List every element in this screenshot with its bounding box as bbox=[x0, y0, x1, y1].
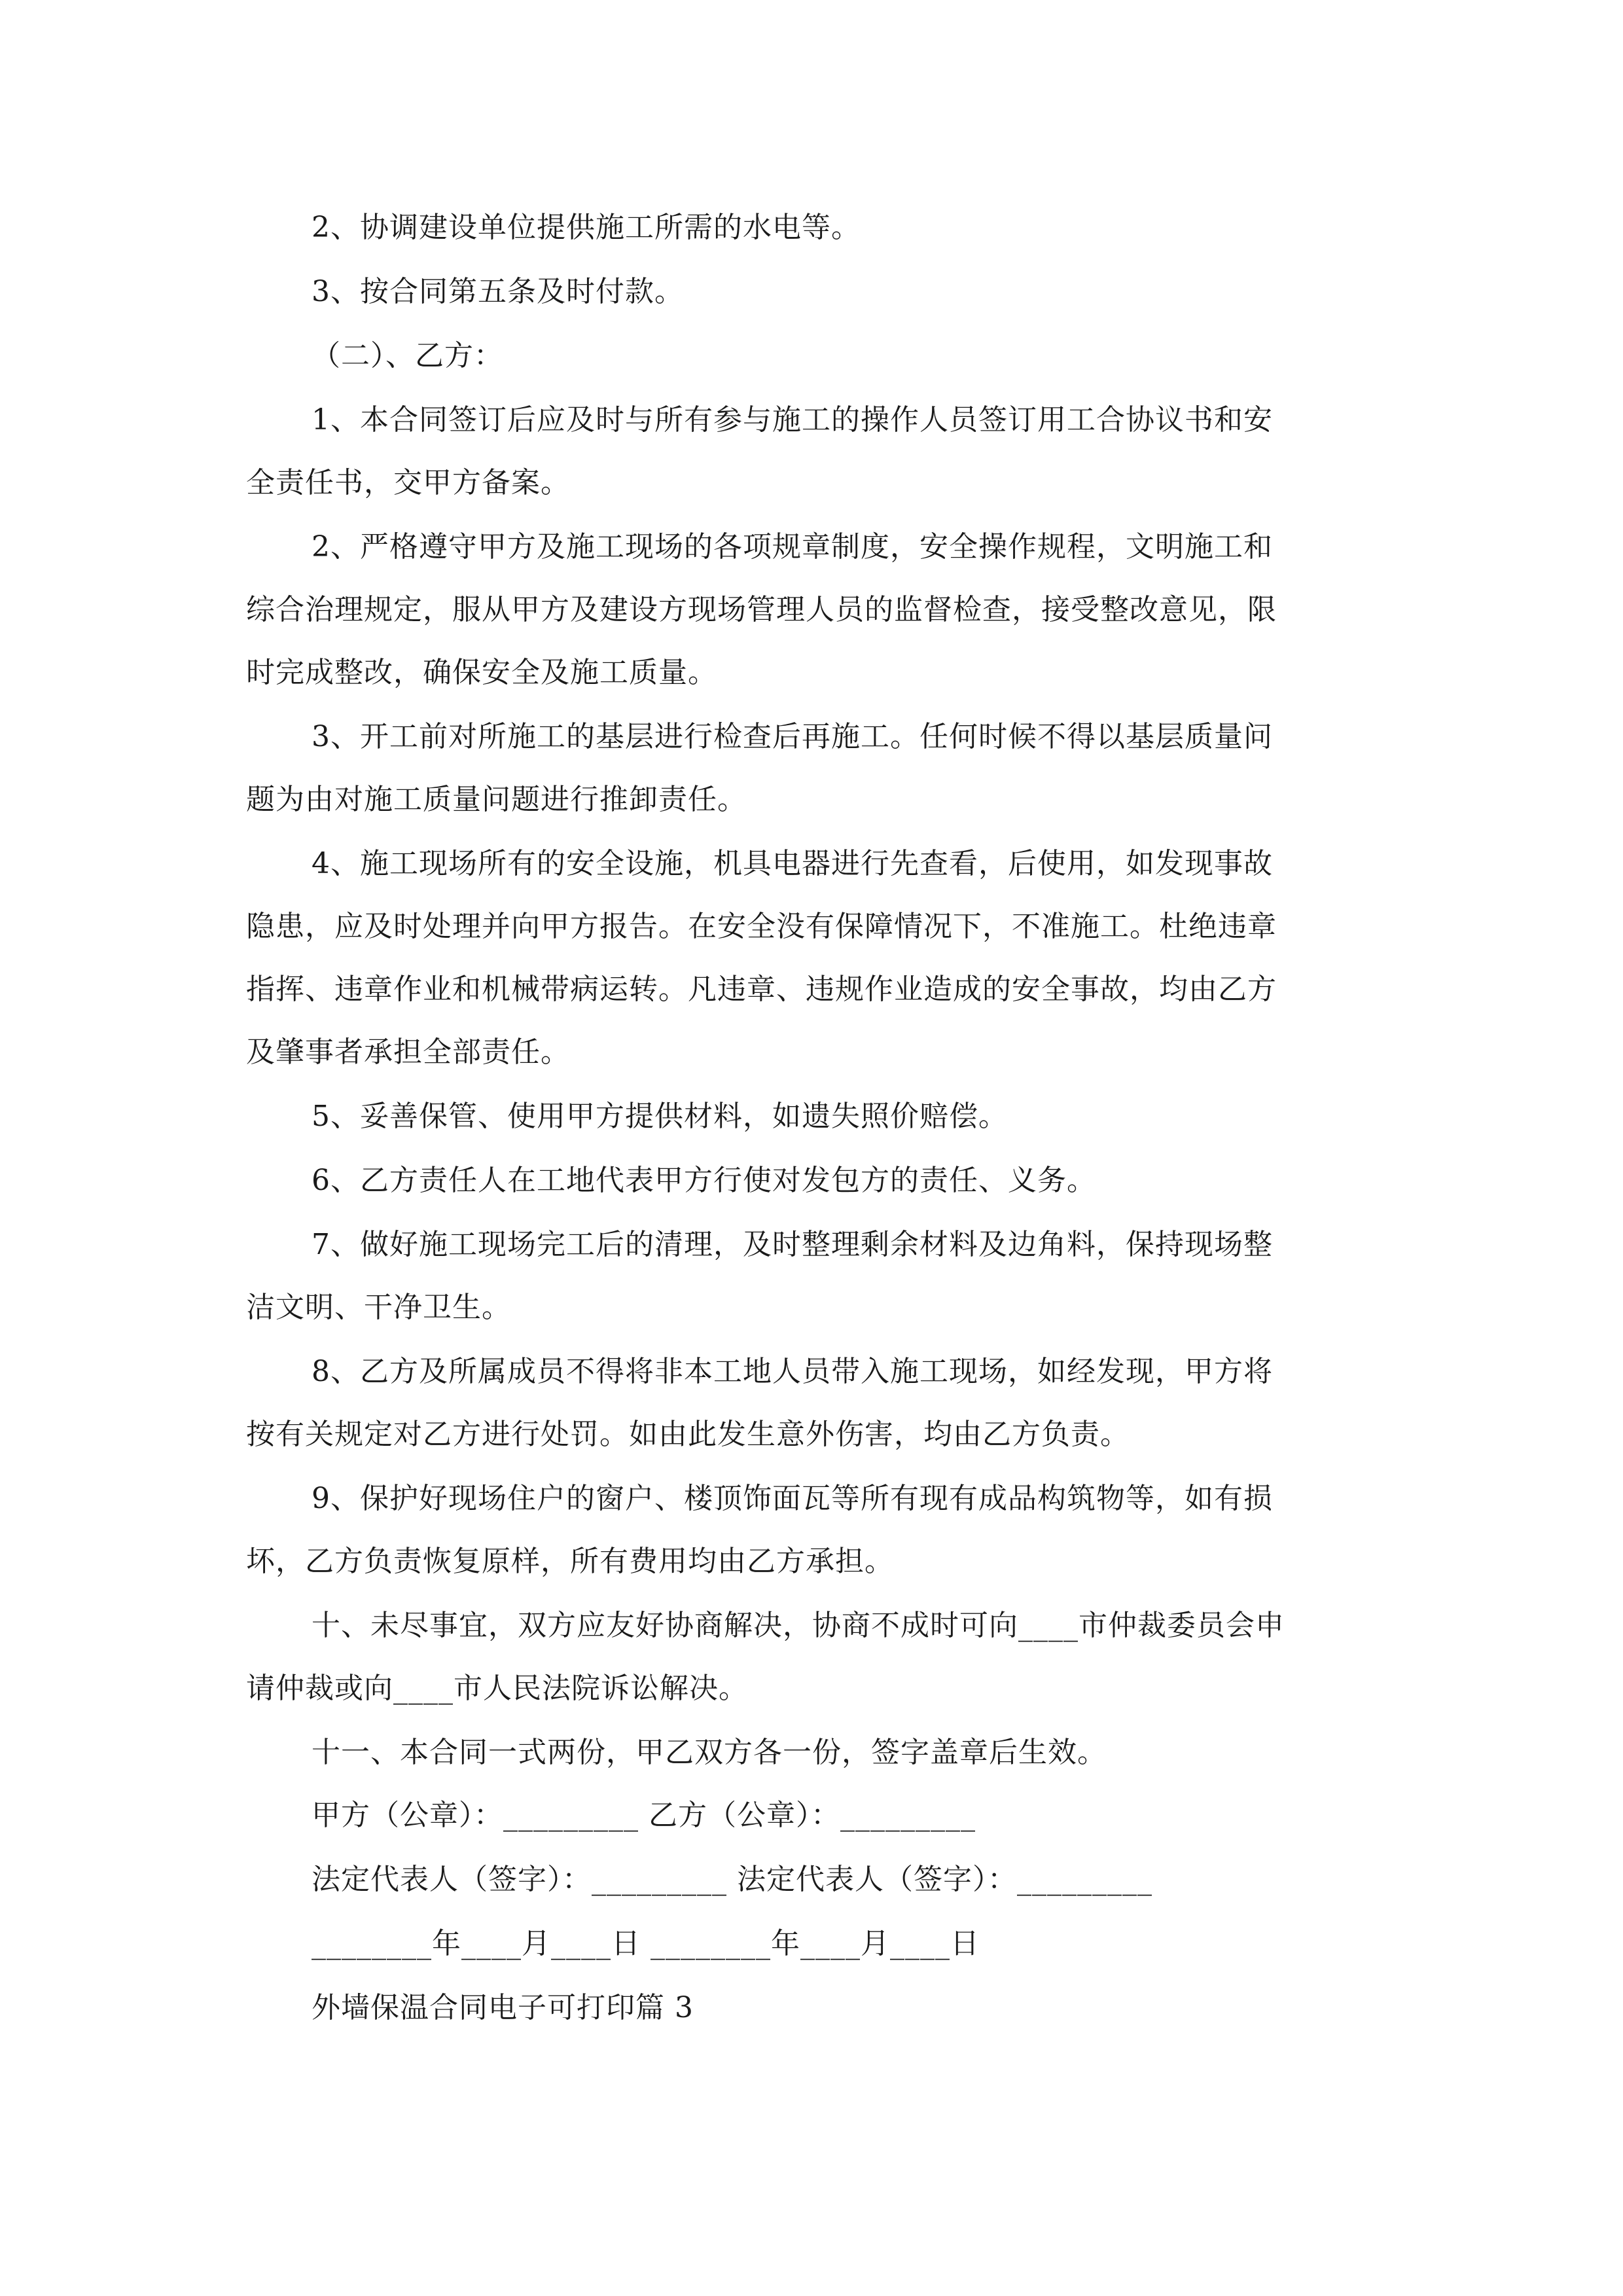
paragraph-line: 6、乙方责任人在工地代表甲方行使对发包方的责任、义务。 bbox=[312, 1164, 1096, 1197]
paragraph-line: 3、按合同第五条及时付款。 bbox=[312, 275, 684, 308]
paragraph-line: 全责任书，交甲方备案。 bbox=[246, 466, 570, 499]
paragraph-line: 9、保护好现场住户的窗户、楼顶饰面瓦等所有现有成品构筑物等，如有损 bbox=[312, 1482, 1273, 1515]
paragraph-line: 2、严格遵守甲方及施工现场的各项规章制度，安全操作规程，文明施工和 bbox=[312, 530, 1273, 564]
paragraph-line: 8、乙方及所属成员不得将非本工地人员带入施工现场，如经发现，甲方将 bbox=[312, 1355, 1273, 1388]
paragraph-line: 十、未尽事宜，双方应友好协商解决，协商不成时可向____市仲裁委员会申 bbox=[312, 1609, 1285, 1642]
signature-line-seal: 甲方（公章）：_________ 乙方（公章）：_________ bbox=[312, 1799, 976, 1832]
paragraph-line: 坏，乙方负责恢复原样，所有费用均由乙方承担。 bbox=[246, 1545, 894, 1578]
paragraph-line: 及肇事者承担全部责任。 bbox=[246, 1035, 570, 1069]
signature-line-date: ________年____月____日 ________年____月____日 bbox=[312, 1927, 980, 1960]
signature-line-representative: 法定代表人（签字）：_________ 法定代表人（签字）：_________ bbox=[312, 1863, 1152, 1896]
paragraph-line: 请仲裁或向____市人民法院诉讼解决。 bbox=[246, 1672, 748, 1705]
paragraph-line: 按有关规定对乙方进行处罚。如由此发生意外伤害，均由乙方负责。 bbox=[246, 1418, 1130, 1451]
paragraph-line: 隐患，应及时处理并向甲方报告。在安全没有保障情况下，不准施工。杜绝违章 bbox=[246, 910, 1277, 943]
next-section-title: 外墙保温合同电子可打印篇 3 bbox=[312, 1991, 694, 2024]
paragraph-line: 4、施工现场所有的安全设施，机具电器进行先查看，后使用，如发现事故 bbox=[312, 847, 1273, 880]
paragraph-line: 7、做好施工现场完工后的清理，及时整理剩余材料及边角料，保持现场整 bbox=[312, 1228, 1273, 1261]
paragraph-line: 2、协调建设单位提供施工所需的水电等。 bbox=[312, 211, 861, 244]
paragraph-line: 十一、本合同一式两份，甲乙双方各一份，签字盖章后生效。 bbox=[312, 1736, 1107, 1769]
paragraph-line: 洁文明、干净卫生。 bbox=[246, 1291, 511, 1324]
paragraph-line: 综合治理规定，服从甲方及建设方现场管理人员的监督检查，接受整改意见，限 bbox=[246, 593, 1277, 626]
paragraph-line: 3、开工前对所施工的基层进行检查后再施工。任何时候不得以基层质量问 bbox=[312, 720, 1273, 753]
section-heading: （二）、乙方： bbox=[312, 339, 503, 372]
paragraph-line: 题为由对施工质量问题进行推卸责任。 bbox=[246, 783, 747, 816]
paragraph-line: 1、本合同签订后应及时与所有参与施工的操作人员签订用工合协议书和安 bbox=[312, 403, 1273, 437]
paragraph-line: 时完成整改，确保安全及施工质量。 bbox=[246, 656, 717, 689]
paragraph-line: 指挥、违章作业和机械带病运转。凡违章、违规作业造成的安全事故，均由乙方 bbox=[246, 973, 1277, 1006]
paragraph-line: 5、妥善保管、使用甲方提供材料，如遗失照价赔偿。 bbox=[312, 1100, 1008, 1133]
